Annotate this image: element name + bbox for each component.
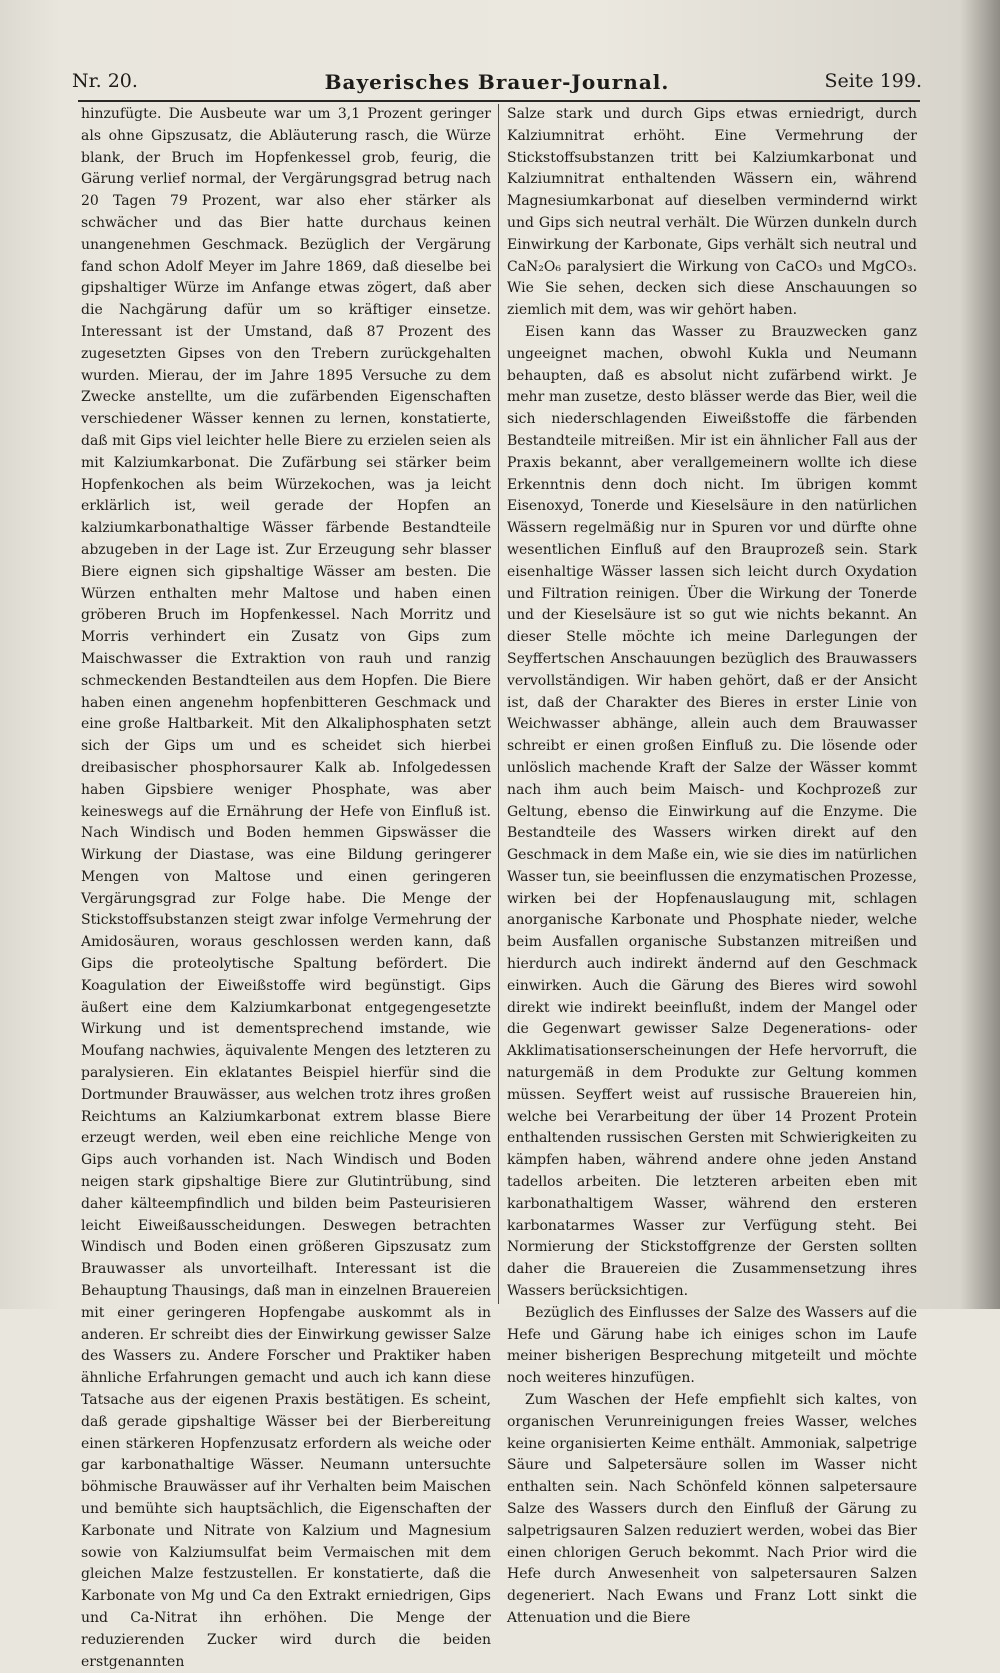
page-header <box>72 66 922 100</box>
issue-number: Nr. 20. <box>72 70 138 92</box>
header-rule <box>78 100 920 102</box>
page-number: Seite 199. <box>824 70 922 92</box>
column-divider <box>498 104 499 1304</box>
paragraph: Zum Waschen der Hefe empfiehlt sich kaltes, von organischen Verunreinigungen freies Wasser, welches keine organisierten Keime enthält. Ammoniak, salpetrige Säure und Salpetersäure sollen im Wasser nicht enthalten sein. Nach Schönfeld können salpetersaure Salze des Wassers durch den Einfluß der Gärung zu salpetrigsauren Salzen reduziert werden, wobei das Bier einen chlorigen Geruch bekommt. Nach Prior wird die Hefe durch Anwesenheit von salpetersauren Salzen degeneriert. Nach Ewans und Franz Lott sinkt die Attenuation und die Biere <box>507 1392 917 1626</box>
paragraph: Bezüglich des Einflusses der Salze des Wassers auf die Hefe und Gärung habe ich einiges schon im Laufe meiner bisherigen Besprechung mitgeteilt und möchte noch weiteres hinzufügen. <box>507 1304 917 1387</box>
journal-title: Bayerisches Brauer-Journal. <box>324 70 670 94</box>
paragraph: Eisen kann das Wasser zu Brauzwecken ganz ungeeignet machen, obwohl Kukla und Neumann behaupten, daß es absolut nicht zufärbend wirkt. Je mehr man zusetze, desto blässer werde das Bier, weil die sich niederschlagenden Eiweißstoffe die färbenden Bestandteile mitreißen. Mir ist ein ähnlicher Fall aus der Praxis bekannt, aber verallgemeinern wollte ich diese Erkenntnis denn doch nicht. Im übrigen kommt Eisenoxyd, Tonerde und Kieselsäure in den natürlichen Wässern regelmäßig nur in Spuren vor und dürfte ohne wesentlichen Einfluß auf den Brauprozeß sein. Stark eisenhaltige Wässer lassen sich leicht durch Oxydation und Filtration reinigen. Über die Wirkung der Tonerde und der Kieselsäure ist so gut wie nichts bekannt. An dieser Stelle möchte ich meine Darlegungen der Seyffertschen Anschauungen bezüglich des Brauwassers vervollständigen. Wir haben gehört, daß er der Ansicht ist, daß der Charakter des Bieres in erster Linie von Weichwasser abhänge, allein auch dem Brauwasser schreibt er einen großen Einfluß zu. Die lösende oder unlöslich machende Kraft der Salze der Wässer kommt nach ihm auch beim Maisch- und Kochprozeß zur Geltung, ebenso die Einwirkung auf die Enzyme. Die Bestandteile des Wassers wirken direkt auf den Geschmack in dem Maße ein, wie sie dies im natürlichen Wasser tun, sie beeinflussen die enzymatischen Prozesse, wirken bei der Hopfenauslaugung mit, schlagen anorganische Karbonate und Phosphate nieder, welche beim Ausfallen organische Substanzen mitreißen und hierdurch auch indirekt ändernd auf den Geschmack einwirken. Auch die Gärung des Bieres wird sowohl direkt wie indirekt beeinflußt, indem der Mangel oder die Gegenwart gewisser Salze Degenerations- oder Akklimatisationserscheinungen der Hefe hervorruft, die naturgemäß in dem Produkte zur Geltung kommen müssen. Seyffert weist auf russische Brauereien hin, welche bei Verarbeitung der über 14 Prozent Protein enthaltenden russischen Gersten mit Schwierigkeiten zu kämpfen haben, während andere ohne jeden Anstand tadellos arbeiten. Die letzteren arbeiten eben mit karbonathaltigem Wasser, während den ersteren karbonatarmes Wasser zur Verfügung steht. Bei Normierung der Stickstoffgrenze der Gersten sollten daher die Brauereien die Zusammensetzung ihres Wassers berücksichtigen. <box>507 323 917 1300</box>
paragraph: Salze stark und durch Gips etwas erniedrigt, durch Kalziumnitrat erhöht. Eine Vermehrung der Stickstoffsubstanzen tritt bei Kalziumkarbonat und Kalziumnitrat enthaltenden Wässern ein, während Magnesiumkarbonat auf dieselben vermindernd wirkt und Gips sich neutral verhält. Die Würzen dunkeln durch Einwirkung der Karbonate, Gips verhält sich neutral und CaN₂O₆ paralysiert die Wirkung von CaCO₃ und MgCO₃. Wie Sie sehen, decken sich diese Anschauungen so ziemlich mit dem, was wir gehört haben. <box>507 106 917 319</box>
paragraph: hinzufügte. Die Ausbeute war um 3,1 Prozent geringer als ohne Gipszusatz, die Abläuterung rasch, die Würze blank, der Bruch im Hopfenkessel grob, feurig, die Gärung verlief normal, der Vergärungsgrad betrug nach 20 Tagen 79 Prozent, war also eher stärker als schwächer und das Bier hatte durchaus keinen unangenehmen Geschmack. Bezüglich der Vergärung fand schon Adolf Meyer im Jahre 1869, daß dieselbe bei gipshaltiger Würze im Anfange etwas zögert, daß aber die Nachgärung dafür um so kräftiger einsetze. Interessant ist der Umstand, daß 87 Prozent des zugesetzten Gipses von den Trebern zurückgehalten wurden. Mierau, der im Jahre 1895 Versuche zu dem Zwecke anstellte, um die zufärbenden Eigenschaften verschiedener Wässer kennen zu lernen, konstatierte, daß mit Gips viel leichter helle Biere zu erzielen seien als mit Kalziumkarbonat. Die Zufärbung sei stärker beim Hopfenkochen als beim Würzekochen, was ja leicht erklärlich ist, weil gerade der Hopfen an kalziumkarbonathaltige Wässer färbende Bestandteile abzugeben in der Lage ist. Zur Erzeugung sehr blasser Biere eignen sich gipshaltige Wässer am besten. Die Würzen enthalten mehr Maltose und haben einen gröberen Bruch im Hopfenkessel. Nach Morritz und Morris verhindert ein Zusatz von Gips zum Maischwasser die Extraktion von rauh und ranzig schmeckenden Bestandteilen aus dem Hopfen. Die Biere haben einen angenehm hopfenbitteren Geschmack und eine große Haltbarkeit. Mit den Alkaliphosphaten setzt sich der Gips um und es scheidet sich hierbei dreibasischer phosphorsaurer Kalk ab. Infolgedessen haben Gipsbiere weniger Phosphate, was aber keineswegs auf die Ernährung der Hefe von Einfluß ist. Nach Windisch und Boden hemmen Gipswässer die Wirkung der Diastase, was eine Bildung geringerer Mengen von Maltose und einen geringeren Vergärungsgrad zur Folge habe. Die Menge der Stickstoffsubstanzen steigt zwar infolge Vermehrung der Amidosäuren, woraus geschlossen werden kann, daß Gips die proteolytische Spaltung befördert. Die Koagulation der Eiweißstoffe wird begünstigt. Gips äußert eine dem Kalziumkarbonat entgegengesetzte Wirkung und ist dementsprechend imstande, wie Moufang nachwies, äquivalente Mengen des letzteren zu paralysieren. Ein eklatantes Beispiel hierfür sind die Dortmunder Brauwässer, aus welchen trotz ihres großen Reichtums an Kalziumkarbonat extrem blasse Biere erzeugt werden, weil eben eine reichliche Menge von Gips auch vorhanden ist. Nach Windisch und Boden neigen stark gipshaltige Biere zur Glutintrübung, sind daher kälteempfindlich und bilden beim Pasteurisieren leicht Eiweißausscheidungen. Deswegen betrachten Windisch und Boden einen größeren Gipszusatz zum Brauwasser als unvorteilhaft. Interessant ist die Behauptung Thausings, daß man in einzelnen Brauereien mit einer geringeren Hopfengabe auskommt als in anderen. Er schreibt dies der Einwirkung gewisser Salze des Wassers zu. Andere Forscher und Praktiker haben ähnliche Erfahrungen gemacht und auch ich kann diese Tatsache aus der eigenen Praxis bestätigen. Es scheint, daß gerade gipshaltige Wässer bei der Bierbereitung einen stärkeren Hopfenzusatz erfordern als weiche oder gar karbonathaltige Wässer. Neumann untersuchte böhmische Brauwässer auf ihr Verhalten beim Maischen und bemühte sich hauptsächlich, die Eigenschaften der Karbonate und Nitrate von Kalzium und Magnesium sowie von Kalziumsulfat beim Vermaischen mit dem gleichen Malze festzustellen. Er konstatierte, daß die Karbonate von Mg und Ca den Extrakt erniedrigen, Gips und Ca-Nitrat ihn erhöhen. Die Menge der reduzierenden Zucker wird durch die beiden erstgenannten <box>81 106 491 1670</box>
right-column <box>507 104 917 1626</box>
left-column <box>81 104 491 1670</box>
